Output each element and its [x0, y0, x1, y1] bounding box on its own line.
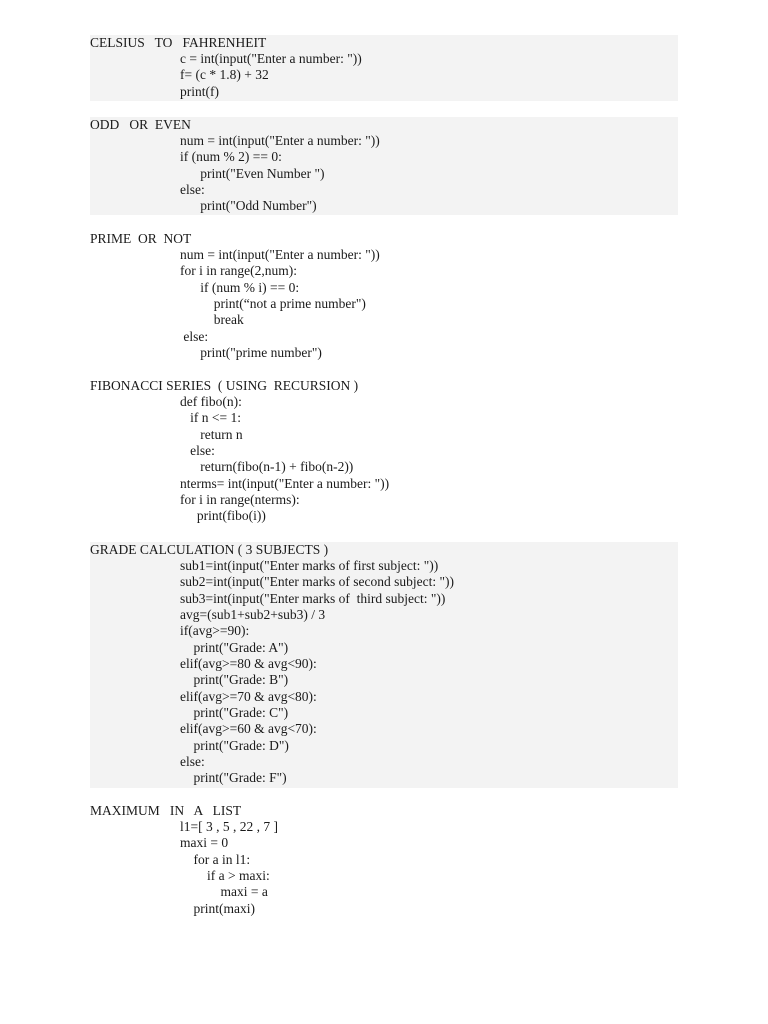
code-line: print("Odd Number") [180, 198, 317, 214]
section-maximum-in-a-list [90, 803, 678, 921]
code-line: f= (c * 1.8) + 32 [180, 67, 269, 83]
code-line: if (num % i) == 0: [180, 279, 300, 295]
code-line: num = int(input("Enter a number: ")) [180, 247, 380, 262]
code-line: if n <= 1: [180, 410, 241, 426]
code-block [180, 51, 362, 100]
code-line: sub1=int(input("Enter marks of first subject: ")) [180, 558, 439, 573]
code-line: def fibo(n): [180, 394, 242, 409]
code-line: print("Grade: B") [180, 672, 289, 688]
section-title: PRIME OR NOT [90, 231, 192, 246]
code-block [180, 558, 454, 787]
code-line: c = int(input("Enter a number: ")) [180, 51, 362, 66]
code-line: elif(avg>=70 & avg<80): [180, 688, 317, 704]
code-line: print("prime number") [180, 345, 322, 361]
code-line: maxi = 0 [180, 835, 229, 851]
section-prime-or-not [90, 231, 678, 365]
code-line: print("Grade: A") [180, 639, 289, 655]
code-line: sub2=int(input("Enter marks of second subject: ")) [180, 574, 454, 590]
code-line: elif(avg>=80 & avg<90): [180, 656, 317, 672]
code-line: return(fibo(n-1) + fibo(n-2)) [180, 459, 354, 475]
code-line: print(fibo(i)) [180, 508, 266, 524]
code-line: print(maxi) [180, 900, 255, 916]
section-odd-or-even [90, 117, 678, 215]
section-fibonacci-series [90, 378, 678, 528]
section-title: FIBONACCI SERIES ( USING RECURSION ) [90, 378, 359, 393]
section-grade-calculation [90, 542, 678, 788]
code-line: return n [180, 426, 243, 442]
code-block [180, 394, 389, 525]
code-line: for i in range(2,num): [180, 263, 297, 279]
code-line: elif(avg>=60 & avg<70): [180, 721, 317, 737]
code-line: for i in range(nterms): [180, 492, 300, 508]
code-line: if(avg>=90): [180, 623, 250, 639]
section-title: CELSIUS TO FAHRENHEIT [90, 35, 267, 50]
code-line: print(“not a prime number") [180, 296, 366, 312]
code-block [180, 247, 380, 361]
code-line: else: [180, 443, 215, 459]
code-line: for a in l1: [180, 851, 251, 867]
section-title: ODD OR EVEN [90, 117, 191, 132]
code-line: nterms= int(input("Enter a number: ")) [180, 475, 390, 491]
code-line: else: [180, 182, 205, 198]
code-line: l1=[ 3 , 5 , 22 , 7 ] [180, 819, 278, 834]
code-line: print("Grade: F") [180, 770, 287, 786]
code-line: if (num % 2) == 0: [180, 149, 282, 165]
code-line: print("Grade: D") [180, 737, 289, 753]
code-line: print("Even Number ") [180, 165, 325, 181]
section-celsius-to-fahrenheit [90, 35, 678, 101]
code-block [180, 133, 380, 215]
code-line: else: [180, 328, 209, 344]
code-line: if a > maxi: [180, 868, 270, 884]
code-line: print("Grade: C") [180, 705, 289, 721]
code-line: num = int(input("Enter a number: ")) [180, 133, 380, 148]
code-line: else: [180, 754, 205, 770]
code-block [180, 819, 278, 917]
section-title: GRADE CALCULATION ( 3 SUBJECTS ) [90, 542, 329, 557]
section-title: MAXIMUM IN A LIST [90, 803, 242, 818]
code-line: sub3=int(input("Enter marks of third subject: ")) [180, 590, 446, 606]
code-line: avg=(sub1+sub2+sub3) / 3 [180, 607, 326, 623]
code-line: print(f) [180, 83, 219, 99]
code-line: maxi = a [180, 884, 268, 900]
code-line: break [180, 312, 244, 328]
